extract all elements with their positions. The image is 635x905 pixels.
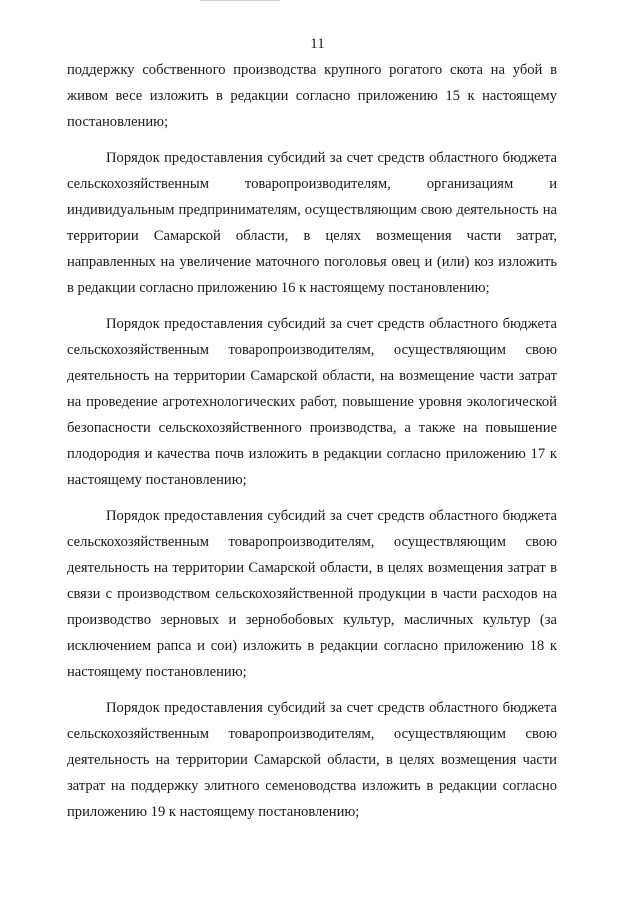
document-body [67, 57, 557, 835]
scan-edge-mark [200, 0, 280, 1]
paragraph-appendix-17: Порядок предоставления субсидий за счет средств областного бюджета сельскохозяйственным товаропроизводителям, осуществляющим свою деятельность на территории Самарской области, на возмещение части затрат на проведение агротехнологических работ, повышение уровня экологической безопасности сельскохозяйственного производства, а также на повышение плодородия и качества почв изложить в редакции согласно приложению 17 к настоящему постановлению; [67, 316, 557, 488]
paragraph-appendix-19: Порядок предоставления субсидий за счет средств областного бюджета сельскохозяйственным товаропроизводителям, осуществляющим свою деятельность на территории Самарской области, в целях возмещения части затрат на поддержку элитного семеноводства изложить в редакции согласно приложению 19 к настоящему постановлению; [67, 700, 557, 820]
paragraph-appendix-16: Порядок предоставления субсидий за счет средств областного бюджета сельскохозяйственным товаропроизводителям, организациям и индивидуальным предпринимателям, осуществляющим свою деятельность на территории Самарской области, в целях возмещения части затрат, направленных на увеличение маточного поголовья овец и (или) коз изложить в редакции согласно приложению 16 к настоящему постановлению; [67, 150, 557, 296]
page-number: 11 [310, 36, 325, 52]
paragraph-appendix-18: Порядок предоставления субсидий за счет средств областного бюджета сельскохозяйственным товаропроизводителям, осуществляющим свою деятельность на территории Самарской области, в целях возмещения затрат в связи с производством сельскохозяйственной продукции в части расходов на производство зерновых и зернобобовых культур, масличных культур (за исключением рапса и сои) изложить в редакции согласно приложению 18 к настоящему постановлению; [67, 508, 557, 680]
paragraph-continuation: поддержку собственного производства крупного рогатого скота на убой в живом весе изложить в редакции согласно приложению 15 к настоящему постановлению; [67, 62, 557, 130]
